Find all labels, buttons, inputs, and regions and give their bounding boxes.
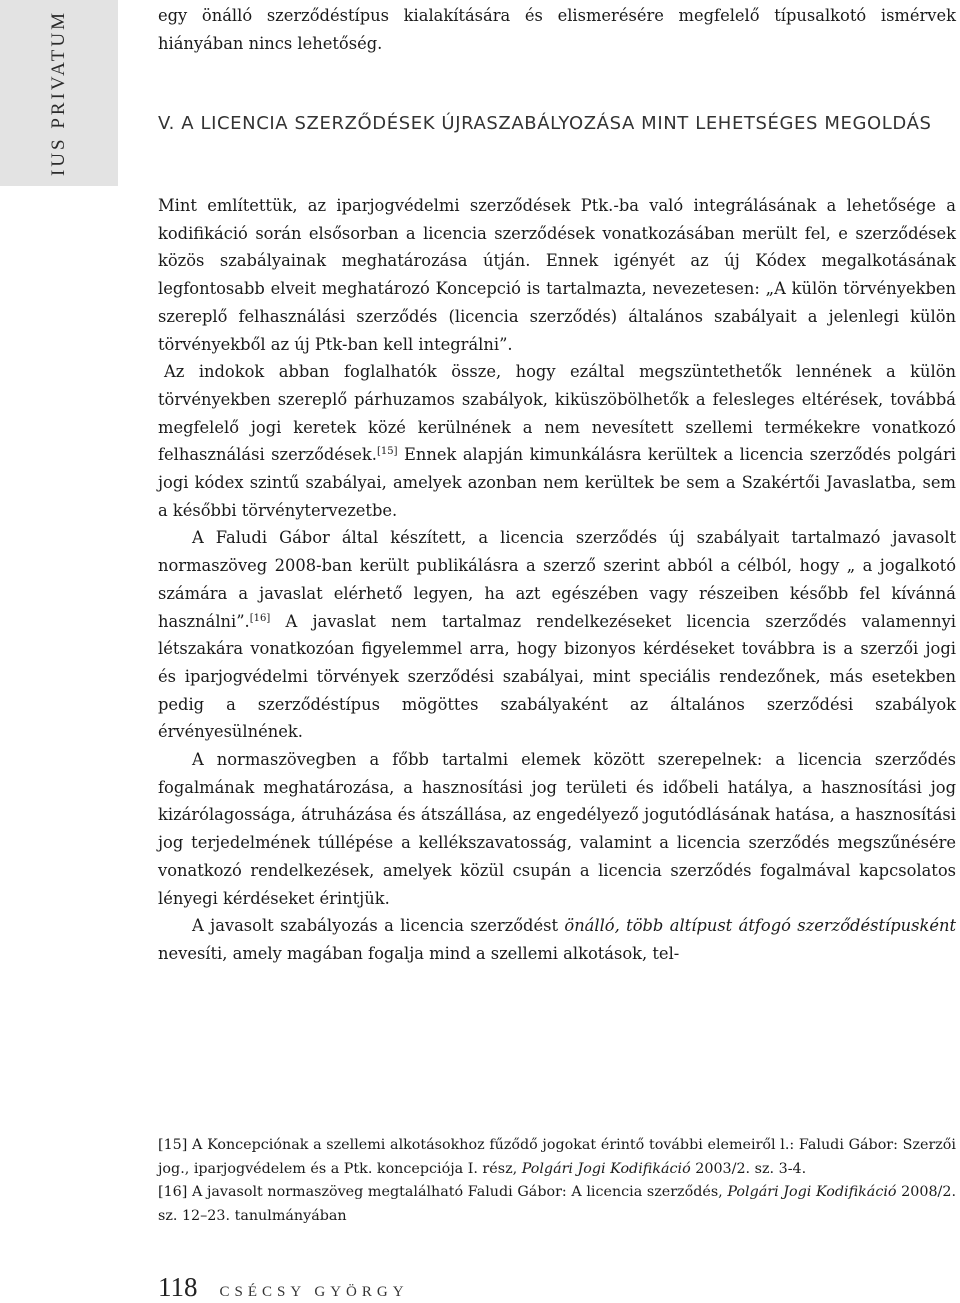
footnote-15-citation: 2003/2. sz. 3-4. — [690, 1160, 807, 1177]
paragraph-2 — [158, 358, 956, 524]
paragraph-5-emphasis: önálló, több altípust átfogó szerződéstípusként — [564, 916, 956, 936]
page-number: 118 — [158, 1272, 198, 1302]
footnote-16 — [158, 1181, 956, 1228]
journal-sidebar-tab — [0, 0, 118, 186]
paragraph-5 — [158, 912, 956, 967]
footnote-16-citation: 2008/2. sz. 12–23. tanulmányában — [158, 1184, 957, 1224]
paragraph-4: A normaszövegben a főbb tartalmi elemek között szerepelnek: a licencia szerződés fogalmának meghatározása, a hasznosítási jog területi és időbeli hatálya, a hasznosítási jog kizárólagossága, átruházása és átszállása, az engedélyező jogutódlásának hatása, a hasznosítási jog terjedelmének túllépése a kellékszavatosság, valamint a licencia szerződés megszűnésére vonatkozó rendelkezések, amelyek közül csupán a licencia szerződés fogalmával kapcsolatos lényegi kérdéseket érintjük. — [158, 750, 956, 908]
footnotes — [158, 1134, 956, 1228]
footnote-15-text: [15] A Koncepciónak a szellemi alkotásokhoz fűződő jogokat érintő további elemeiről l.: Faludi Gábor: Szerzői jog., iparjogvédelem és a Ptk. koncepciója I. rész, — [158, 1137, 956, 1177]
paragraph-2-continued: Ennek alapján kimunkálásra kerültek a licencia szerződés polgári jogi kódex szintű szabályai, amelyek azonban nem kerültek be sem a Szakértői Javaslatba, sem a későbbi törvénytervezetbe. — [158, 445, 956, 520]
section-heading: V. A LICENCIA SZERZŐDÉSEK ÚJRASZABÁLYOZÁSA MINT LEHETSÉGES MEGOLDÁS — [158, 113, 932, 134]
footnote-15 — [158, 1134, 956, 1181]
paragraph-3 — [158, 524, 956, 746]
paragraph-5-text: A javasolt szabályozás a licencia szerződést — [192, 916, 565, 936]
paragraph-3-continued: A javaslat nem tartalmaz rendelkezéseket licencia szerződés valamennyi létszakára vonatkozóan figyelemmel arra, hogy bizonyos kérdéseket továbbra is a szerzői jogi és iparjogvédelmi törvények szerződési szabályai, mint speciális rendezőnek, más esetekben pedig a szerződéstípus mögöttes szabályaként az általános szerződési szabályok érvényesülnének. — [158, 611, 956, 742]
body-text — [158, 192, 956, 968]
footnote-15-journal: Polgári Jogi Kodifikáció — [521, 1160, 691, 1177]
footnote-16-text: [16] A javasolt normaszöveg megtalálható Faludi Gábor: A licencia szerződés, — [158, 1184, 728, 1201]
footnote-ref-15[interactable]: [15] — [376, 446, 398, 458]
journal-name: IUS PRIVATUM — [48, 9, 69, 177]
paragraph-3-text: A Faludi Gábor által készített, a licencia szerződés új szabályait tartalmazó javasolt normaszöveg 2008-ban került publikálásra a szerző szerint abból a célból, hogy „ a jogalkotó számára a javaslat elérhető legyen, ha azt egészében vagy részeiben később fel kívánná használni”. — [158, 528, 956, 631]
paragraph-5-continued: nevesíti, amely magában fogalja mind a szellemi alkotások, tel- — [158, 943, 680, 963]
footnote-16-journal: Polgári Jogi Kodifikáció — [727, 1184, 897, 1201]
footnote-ref-16[interactable]: [16] — [249, 612, 271, 624]
author-name: CSÉCSY GYÖRGY — [219, 1284, 409, 1300]
paragraph-2-text: Az indokok abban foglalhatók össze, hogy ezáltal megszüntethetők lennének a külön törvényekben szereplő párhuzamos szabályok, kiküszöbölhetők a felesleges eltérések, továbbá megfelelő jogi keretek közé kerülnének a nem nevesített szellemi termékekre vonatkozó felhasználási szerződések. — [158, 362, 956, 465]
paragraph-1: Mint említettük, az iparjogvédelmi szerződések Ptk.-ba való integrálásának a lehetősége a kodifikáció során elsősorban a licencia szerződések vonatkozásában merült fel, e szerződések közös szabályainak meghatározása útján. Ennek igényét az új Kódex megalkotásának legfontosabb elveit meghatározó Koncepció is tartalmazta, nevezetesen: „A külön törvényekben szereplő felhasználási szerződés (licencia szerződés) általános szabályait a jelenlegi külön törvényekből az új Ptk-ban kell integrálni”. — [158, 196, 956, 354]
intro-paragraph: egy önálló szerződéstípus kialakítására és elismerésére megfelelő típusalkotó ismérvek hiányában nincs lehetőség. — [158, 6, 956, 53]
page-footer — [158, 1272, 409, 1303]
